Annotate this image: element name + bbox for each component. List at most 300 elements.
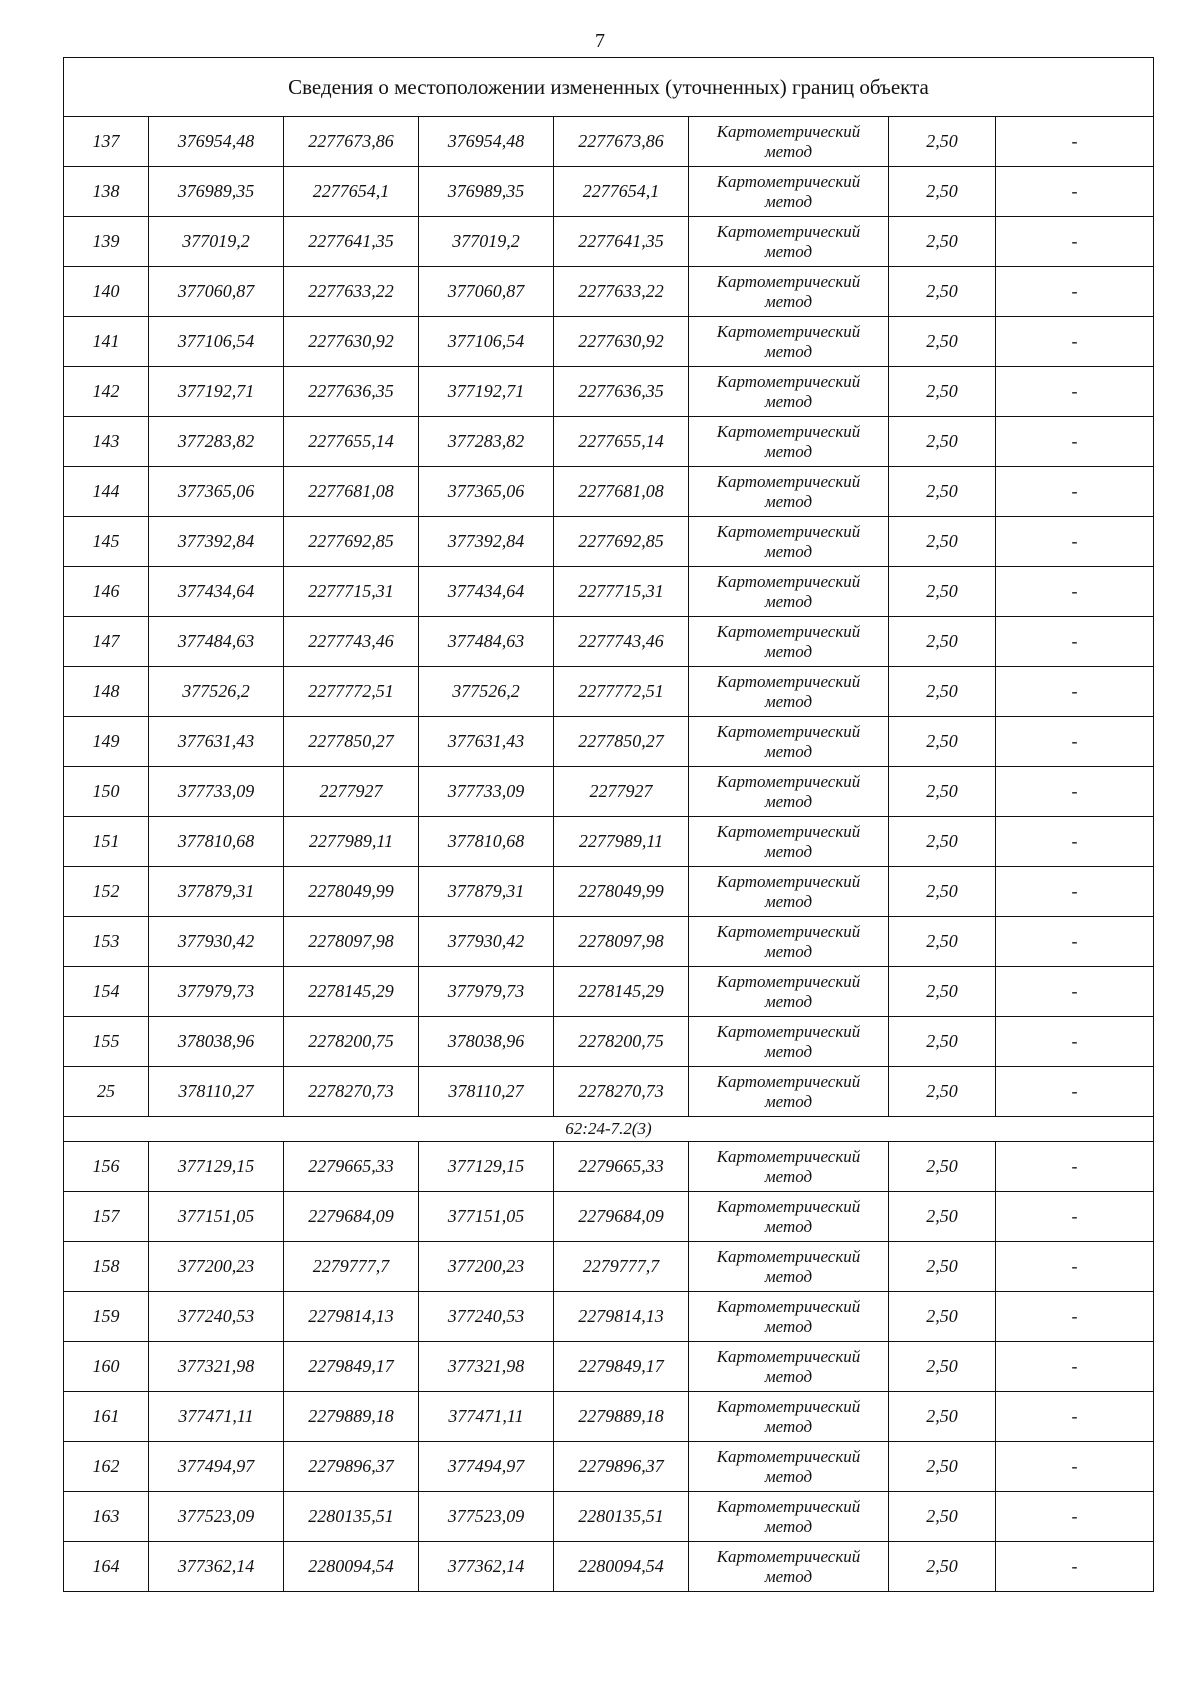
refined-x-cell: 377526,2 [419,667,554,717]
existing-y-cell: 2278200,75 [284,1017,419,1067]
point-number-cell: 143 [64,417,149,467]
method-cell [689,1292,889,1342]
existing-y-cell: 2277633,22 [284,267,419,317]
refined-x-cell: 377733,09 [419,767,554,817]
description-cell: - [996,767,1154,817]
table-row [64,617,1154,667]
accuracy-cell: 2,50 [889,1542,996,1592]
refined-x-cell: 377484,63 [419,617,554,667]
existing-x-cell: 377192,71 [149,367,284,417]
method-line-1: Картометрический [716,1546,861,1566]
refined-x-cell: 377240,53 [419,1292,554,1342]
table-row [64,167,1154,217]
table-row [64,967,1154,1017]
table-row [64,417,1154,467]
existing-y-cell: 2277772,51 [284,667,419,717]
refined-y-cell: 2277630,92 [554,317,689,367]
existing-y-cell: 2278049,99 [284,867,419,917]
accuracy-cell: 2,50 [889,1242,996,1292]
refined-y-cell: 2279684,09 [554,1192,689,1242]
existing-x-cell: 377106,54 [149,317,284,367]
accuracy-cell: 2,50 [889,717,996,767]
method-line-2: метод [764,1091,813,1111]
existing-x-cell: 377434,64 [149,567,284,617]
method-line-1: Картометрический [716,1021,861,1041]
refined-x-cell: 377129,15 [419,1142,554,1192]
table-row [64,1442,1154,1492]
existing-y-cell: 2277850,27 [284,717,419,767]
accuracy-cell: 2,50 [889,1492,996,1542]
existing-y-cell: 2277636,35 [284,367,419,417]
method-cell [689,1492,889,1542]
refined-y-cell: 2277655,14 [554,417,689,467]
description-cell: - [996,667,1154,717]
accuracy-cell: 2,50 [889,567,996,617]
table-row [64,1342,1154,1392]
method-line-2: метод [764,891,813,911]
point-number-cell: 138 [64,167,149,217]
refined-y-cell: 2279849,17 [554,1342,689,1392]
description-cell: - [996,1067,1154,1117]
point-number-cell: 161 [64,1392,149,1442]
refined-x-cell: 377810,68 [419,817,554,867]
table-row [64,1242,1154,1292]
method-line-1: Картометрический [716,1146,861,1166]
existing-x-cell: 377494,97 [149,1442,284,1492]
table-row [64,1192,1154,1242]
refined-x-cell: 377494,97 [419,1442,554,1492]
refined-y-cell: 2279665,33 [554,1142,689,1192]
description-cell: - [996,1392,1154,1442]
accuracy-cell: 2,50 [889,517,996,567]
existing-y-cell: 2277654,1 [284,167,419,217]
method-cell [689,967,889,1017]
method-cell [689,467,889,517]
description-cell: - [996,517,1154,567]
refined-y-cell: 2279814,13 [554,1292,689,1342]
method-cell [689,1342,889,1392]
point-number-cell: 157 [64,1192,149,1242]
point-number-cell: 142 [64,367,149,417]
boundary-coordinates-table [63,57,1154,1592]
point-number-cell: 150 [64,767,149,817]
point-number-cell: 148 [64,667,149,717]
accuracy-cell: 2,50 [889,417,996,467]
refined-x-cell: 378038,96 [419,1017,554,1067]
refined-y-cell: 2279896,37 [554,1442,689,1492]
refined-y-cell: 2279889,18 [554,1392,689,1442]
existing-y-cell: 2278145,29 [284,967,419,1017]
point-number-cell: 156 [64,1142,149,1192]
accuracy-cell: 2,50 [889,1142,996,1192]
existing-x-cell: 378038,96 [149,1017,284,1067]
method-line-2: метод [764,1041,813,1061]
description-cell: - [996,167,1154,217]
method-cell [689,517,889,567]
refined-x-cell: 377060,87 [419,267,554,317]
method-line-2: метод [764,1316,813,1336]
existing-x-cell: 377129,15 [149,1142,284,1192]
method-cell [689,1542,889,1592]
method-line-2: метод [764,841,813,861]
table-row [64,867,1154,917]
refined-y-cell: 2277715,31 [554,567,689,617]
table-title: Сведения о местоположении измененных (уточненных) границ объекта [64,58,1154,117]
method-line-1: Картометрический [716,571,861,591]
existing-x-cell: 377240,53 [149,1292,284,1342]
accuracy-cell: 2,50 [889,1067,996,1117]
refined-y-cell: 2278049,99 [554,867,689,917]
method-line-1: Картометрический [716,821,861,841]
refined-y-cell: 2280094,54 [554,1542,689,1592]
accuracy-cell: 2,50 [889,1442,996,1492]
method-line-1: Картометрический [716,971,861,991]
accuracy-cell: 2,50 [889,167,996,217]
point-number-cell: 152 [64,867,149,917]
description-cell: - [996,817,1154,867]
method-line-2: метод [764,341,813,361]
method-line-1: Картометрический [716,1446,861,1466]
method-line-2: метод [764,991,813,1011]
accuracy-cell: 2,50 [889,817,996,867]
method-line-2: метод [764,141,813,161]
description-cell: - [996,967,1154,1017]
point-number-cell: 146 [64,567,149,617]
point-number-cell: 153 [64,917,149,967]
method-cell [689,717,889,767]
method-cell [689,867,889,917]
existing-x-cell: 376989,35 [149,167,284,217]
existing-x-cell: 377321,98 [149,1342,284,1392]
accuracy-cell: 2,50 [889,1017,996,1067]
method-line-2: метод [764,691,813,711]
method-cell [689,367,889,417]
accuracy-cell: 2,50 [889,1392,996,1442]
refined-x-cell: 376954,48 [419,117,554,167]
existing-x-cell: 377930,42 [149,917,284,967]
method-line-1: Картометрический [716,421,861,441]
method-line-1: Картометрический [716,921,861,941]
method-line-1: Картометрический [716,871,861,891]
table-row [64,467,1154,517]
existing-y-cell: 2279665,33 [284,1142,419,1192]
table-row [64,917,1154,967]
method-line-2: метод [764,391,813,411]
refined-y-cell: 2277772,51 [554,667,689,717]
refined-x-cell: 377192,71 [419,367,554,417]
description-cell: - [996,1142,1154,1192]
method-line-2: метод [764,291,813,311]
method-line-2: метод [764,741,813,761]
method-line-2: метод [764,1516,813,1536]
description-cell: - [996,567,1154,617]
method-line-1: Картометрический [716,621,861,641]
existing-y-cell: 2277641,35 [284,217,419,267]
point-number-cell: 164 [64,1542,149,1592]
method-line-2: метод [764,641,813,661]
method-line-2: метод [764,1566,813,1586]
existing-y-cell: 2279777,7 [284,1242,419,1292]
method-line-1: Картометрический [716,471,861,491]
description-cell: - [996,1542,1154,1592]
existing-x-cell: 377523,09 [149,1492,284,1542]
refined-x-cell: 377019,2 [419,217,554,267]
accuracy-cell: 2,50 [889,617,996,667]
method-line-1: Картометрический [716,721,861,741]
table-row [64,1142,1154,1192]
point-number-cell: 137 [64,117,149,167]
refined-y-cell: 2278270,73 [554,1067,689,1117]
existing-x-cell: 377733,09 [149,767,284,817]
refined-y-cell: 2277927 [554,767,689,817]
table-row [64,717,1154,767]
table-row [64,117,1154,167]
refined-y-cell: 2278097,98 [554,917,689,967]
refined-x-cell: 377523,09 [419,1492,554,1542]
table-row [64,667,1154,717]
refined-x-cell: 377106,54 [419,317,554,367]
refined-y-cell: 2277633,22 [554,267,689,317]
method-cell [689,617,889,667]
method-line-1: Картометрический [716,1196,861,1216]
method-line-1: Картометрический [716,371,861,391]
existing-x-cell: 377283,82 [149,417,284,467]
refined-x-cell: 377151,05 [419,1192,554,1242]
existing-x-cell: 377471,11 [149,1392,284,1442]
accuracy-cell: 2,50 [889,467,996,517]
refined-y-cell: 2278145,29 [554,967,689,1017]
section-label: 62:24-7.2(3) [64,1117,1154,1142]
table-row [64,1067,1154,1117]
method-line-1: Картометрический [716,171,861,191]
method-line-1: Картометрический [716,1346,861,1366]
method-line-2: метод [764,541,813,561]
point-number-cell: 162 [64,1442,149,1492]
point-number-cell: 140 [64,267,149,317]
existing-x-cell: 377879,31 [149,867,284,917]
table-title-row [64,58,1154,117]
refined-y-cell: 2277636,35 [554,367,689,417]
point-number-cell: 151 [64,817,149,867]
existing-x-cell: 377151,05 [149,1192,284,1242]
existing-y-cell: 2277681,08 [284,467,419,517]
method-cell [689,767,889,817]
existing-x-cell: 377631,43 [149,717,284,767]
method-line-1: Картометрический [716,1071,861,1091]
existing-y-cell: 2277655,14 [284,417,419,467]
refined-x-cell: 377365,06 [419,467,554,517]
method-line-1: Картометрический [716,221,861,241]
description-cell: - [996,867,1154,917]
section-row [64,1117,1154,1142]
method-line-2: метод [764,1216,813,1236]
accuracy-cell: 2,50 [889,267,996,317]
point-number-cell: 149 [64,717,149,767]
refined-y-cell: 2277692,85 [554,517,689,567]
method-cell [689,1192,889,1242]
accuracy-cell: 2,50 [889,217,996,267]
refined-y-cell: 2279777,7 [554,1242,689,1292]
method-cell [689,317,889,367]
table-row [64,767,1154,817]
existing-y-cell: 2280135,51 [284,1492,419,1542]
refined-y-cell: 2277850,27 [554,717,689,767]
method-cell [689,117,889,167]
refined-x-cell: 376989,35 [419,167,554,217]
method-cell [689,167,889,217]
existing-y-cell: 2277692,85 [284,517,419,567]
method-line-2: метод [764,1416,813,1436]
description-cell: - [996,917,1154,967]
existing-y-cell: 2277715,31 [284,567,419,617]
method-line-1: Картометрический [716,321,861,341]
refined-y-cell: 2277681,08 [554,467,689,517]
method-cell [689,1242,889,1292]
page-number: 7 [595,30,605,52]
refined-x-cell: 377321,98 [419,1342,554,1392]
table-row [64,567,1154,617]
method-line-1: Картометрический [716,671,861,691]
existing-y-cell: 2279684,09 [284,1192,419,1242]
method-line-1: Картометрический [716,1396,861,1416]
existing-x-cell: 378110,27 [149,1067,284,1117]
method-line-2: метод [764,1366,813,1386]
accuracy-cell: 2,50 [889,967,996,1017]
table-row [64,517,1154,567]
point-number-cell: 158 [64,1242,149,1292]
method-line-2: метод [764,1266,813,1286]
table-row [64,217,1154,267]
method-cell [689,1067,889,1117]
refined-x-cell: 377200,23 [419,1242,554,1292]
existing-x-cell: 377200,23 [149,1242,284,1292]
existing-y-cell: 2277743,46 [284,617,419,667]
description-cell: - [996,1242,1154,1292]
existing-x-cell: 377979,73 [149,967,284,1017]
accuracy-cell: 2,50 [889,917,996,967]
point-number-cell: 139 [64,217,149,267]
refined-x-cell: 377434,64 [419,567,554,617]
method-cell [689,217,889,267]
existing-y-cell: 2278270,73 [284,1067,419,1117]
accuracy-cell: 2,50 [889,1342,996,1392]
existing-y-cell: 2279896,37 [284,1442,419,1492]
description-cell: - [996,467,1154,517]
existing-y-cell: 2279889,18 [284,1392,419,1442]
table-row [64,1292,1154,1342]
method-line-2: метод [764,941,813,961]
method-line-1: Картометрический [716,1296,861,1316]
point-number-cell: 155 [64,1017,149,1067]
method-cell [689,817,889,867]
method-cell [689,1017,889,1067]
method-line-2: метод [764,441,813,461]
method-line-2: метод [764,791,813,811]
existing-x-cell: 377362,14 [149,1542,284,1592]
existing-x-cell: 377060,87 [149,267,284,317]
method-line-1: Картометрический [716,521,861,541]
method-line-2: метод [764,491,813,511]
point-number-cell: 147 [64,617,149,667]
point-number-cell: 25 [64,1067,149,1117]
description-cell: - [996,1192,1154,1242]
description-cell: - [996,317,1154,367]
existing-y-cell: 2277927 [284,767,419,817]
accuracy-cell: 2,50 [889,867,996,917]
table-row [64,1492,1154,1542]
description-cell: - [996,267,1154,317]
existing-x-cell: 377019,2 [149,217,284,267]
point-number-cell: 144 [64,467,149,517]
table-row [64,317,1154,367]
method-line-1: Картометрический [716,121,861,141]
description-cell: - [996,1492,1154,1542]
description-cell: - [996,1292,1154,1342]
method-line-2: метод [764,1466,813,1486]
refined-x-cell: 377362,14 [419,1542,554,1592]
table-row [64,1017,1154,1067]
existing-y-cell: 2277989,11 [284,817,419,867]
refined-y-cell: 2277641,35 [554,217,689,267]
accuracy-cell: 2,50 [889,1292,996,1342]
refined-x-cell: 377979,73 [419,967,554,1017]
description-cell: - [996,1342,1154,1392]
existing-y-cell: 2278097,98 [284,917,419,967]
refined-x-cell: 377930,42 [419,917,554,967]
existing-y-cell: 2279849,17 [284,1342,419,1392]
method-cell [689,267,889,317]
method-line-2: метод [764,591,813,611]
point-number-cell: 145 [64,517,149,567]
refined-y-cell: 2280135,51 [554,1492,689,1542]
method-line-2: метод [764,241,813,261]
existing-x-cell: 377484,63 [149,617,284,667]
point-number-cell: 160 [64,1342,149,1392]
method-cell [689,1442,889,1492]
table-row [64,267,1154,317]
accuracy-cell: 2,50 [889,367,996,417]
accuracy-cell: 2,50 [889,117,996,167]
existing-x-cell: 377810,68 [149,817,284,867]
refined-y-cell: 2277673,86 [554,117,689,167]
refined-y-cell: 2277654,1 [554,167,689,217]
method-cell [689,917,889,967]
refined-x-cell: 378110,27 [419,1067,554,1117]
method-cell [689,1142,889,1192]
description-cell: - [996,617,1154,667]
point-number-cell: 154 [64,967,149,1017]
refined-x-cell: 377471,11 [419,1392,554,1442]
method-line-1: Картометрический [716,1246,861,1266]
method-line-1: Картометрический [716,271,861,291]
accuracy-cell: 2,50 [889,767,996,817]
existing-x-cell: 377526,2 [149,667,284,717]
refined-x-cell: 377879,31 [419,867,554,917]
description-cell: - [996,717,1154,767]
point-number-cell: 141 [64,317,149,367]
existing-y-cell: 2280094,54 [284,1542,419,1592]
method-line-2: метод [764,191,813,211]
table-row [64,1542,1154,1592]
description-cell: - [996,1442,1154,1492]
description-cell: - [996,367,1154,417]
accuracy-cell: 2,50 [889,317,996,367]
accuracy-cell: 2,50 [889,1192,996,1242]
existing-x-cell: 377392,84 [149,517,284,567]
method-line-1: Картометрический [716,1496,861,1516]
refined-y-cell: 2277989,11 [554,817,689,867]
description-cell: - [996,217,1154,267]
